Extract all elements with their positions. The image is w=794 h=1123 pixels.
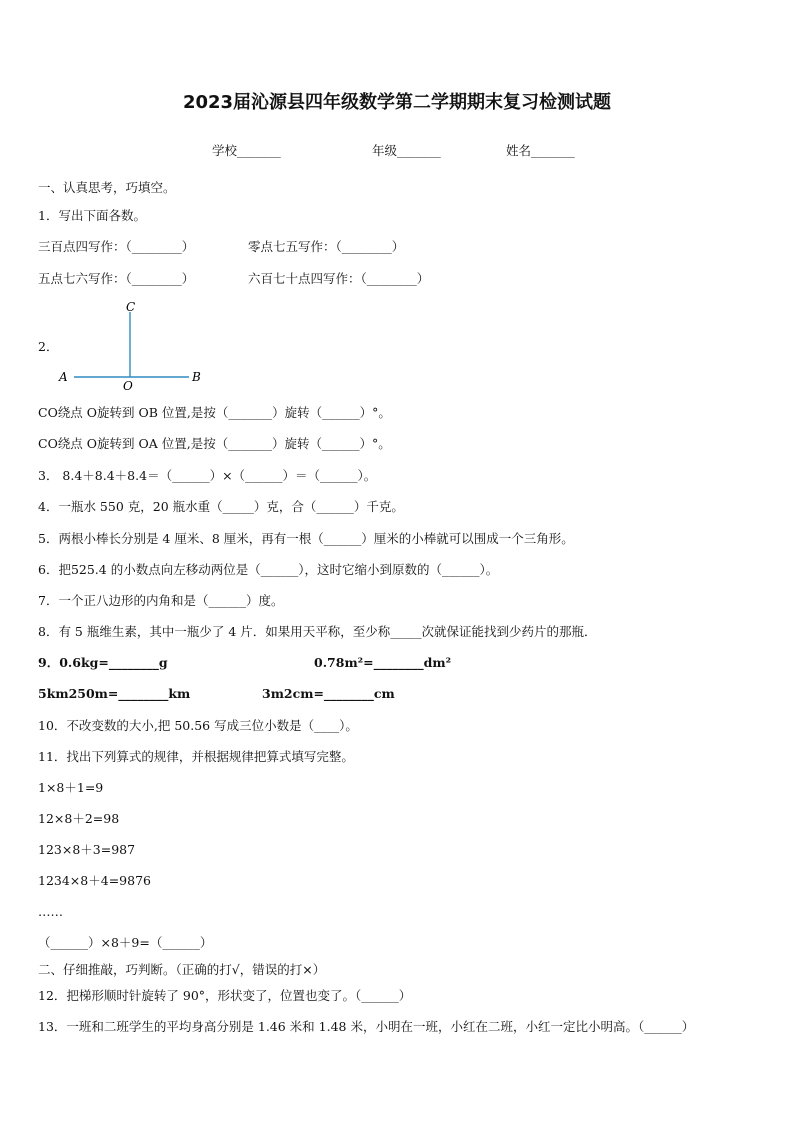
- section-1-heading: 一、认真思考，巧填空。: [38, 180, 176, 195]
- question-1-d: 六百七十点四写作：（________）: [248, 271, 430, 286]
- question-11-row: 123×8＋3=987: [38, 842, 136, 857]
- label-a: A: [59, 370, 68, 384]
- question-11-row: 1×8＋1=9: [38, 780, 104, 795]
- label-c: C: [126, 300, 136, 314]
- question-9-b: 0.78m²=________dm²: [314, 655, 452, 670]
- question-3: 3． 8.4＋8.4＋8.4＝（______）×（______）＝（______）。: [38, 468, 377, 483]
- question-2-number: 2．: [38, 339, 59, 354]
- question-11-blank-row: （______）×8＋9=（______）: [38, 935, 213, 950]
- question-1-c: 五点七六写作：（________）: [38, 271, 195, 286]
- question-11-row: 12×8＋2=98: [38, 811, 120, 826]
- question-12: 12．把梯形顺时针旋转了 90°，形状变了，位置也变了。（______）: [38, 988, 412, 1003]
- grade-field: 年级_______: [372, 143, 441, 158]
- question-9-c: 5km250m=________km: [38, 686, 191, 701]
- question-2-line-2: CO绕点 O旋转到 OA 位置,是按（_______）旋转（______）°。: [38, 436, 391, 451]
- question-9-d: 3m2cm=________cm: [262, 686, 395, 701]
- question-10: 10．不改变数的大小,把 50.56 写成三位小数是（____）。: [38, 718, 358, 733]
- page-title: 2023届沁源县四年级数学第二学期期末复习检测试题: [182, 92, 612, 113]
- question-1: 1．写出下面各数。: [38, 208, 146, 223]
- question-1-a: 三百点四写作：（________）: [38, 239, 195, 254]
- question-5: 5．两根小棒长分别是 4 厘米、8 厘米，再有一根（______）厘米的小棒就可以围成一个三角形。: [38, 531, 574, 546]
- label-o: O: [123, 379, 133, 392]
- question-1-b: 零点七五写作：（________）: [248, 239, 405, 254]
- question-11: 11．找出下列算式的规律，并根据规律把算式填写完整。: [38, 749, 354, 764]
- question-6: 6．把525.4 的小数点向左移动两位是（______），这时它缩小到原数的（______）。: [38, 562, 499, 577]
- name-field: 姓名_______: [506, 143, 575, 158]
- question-7: 7．一个正八边形的内角和是（______）度。: [38, 593, 284, 608]
- section-2-heading: 二、仔细推敲，巧判断。（正确的打√，错误的打×）: [38, 962, 326, 977]
- question-13: 13．一班和二班学生的平均身高分别是 1.46 米和 1.48 米，小明在一班，小红在二班，小红一定比小明高。（______）: [38, 1019, 695, 1034]
- school-field: 学校_______: [212, 143, 281, 158]
- question-11-row: 1234×8＋4=9876: [38, 873, 151, 888]
- question-11-ellipsis: ……: [38, 904, 63, 919]
- angle-figure: [56, 298, 216, 392]
- question-4: 4．一瓶水 550 克，20 瓶水重（_____）克，合（______）千克。: [38, 499, 404, 514]
- label-b: B: [192, 370, 201, 384]
- question-2-line-1: CO绕点 O旋转到 OB 位置,是按（_______）旋转（______）°。: [38, 405, 391, 420]
- question-9-a: 9．0.6kg=________g: [38, 655, 168, 670]
- question-8: 8．有 5 瓶维生素，其中一瓶少了 4 片．如果用天平称，至少称_____次就保证能找到少药片的那瓶．: [38, 624, 597, 639]
